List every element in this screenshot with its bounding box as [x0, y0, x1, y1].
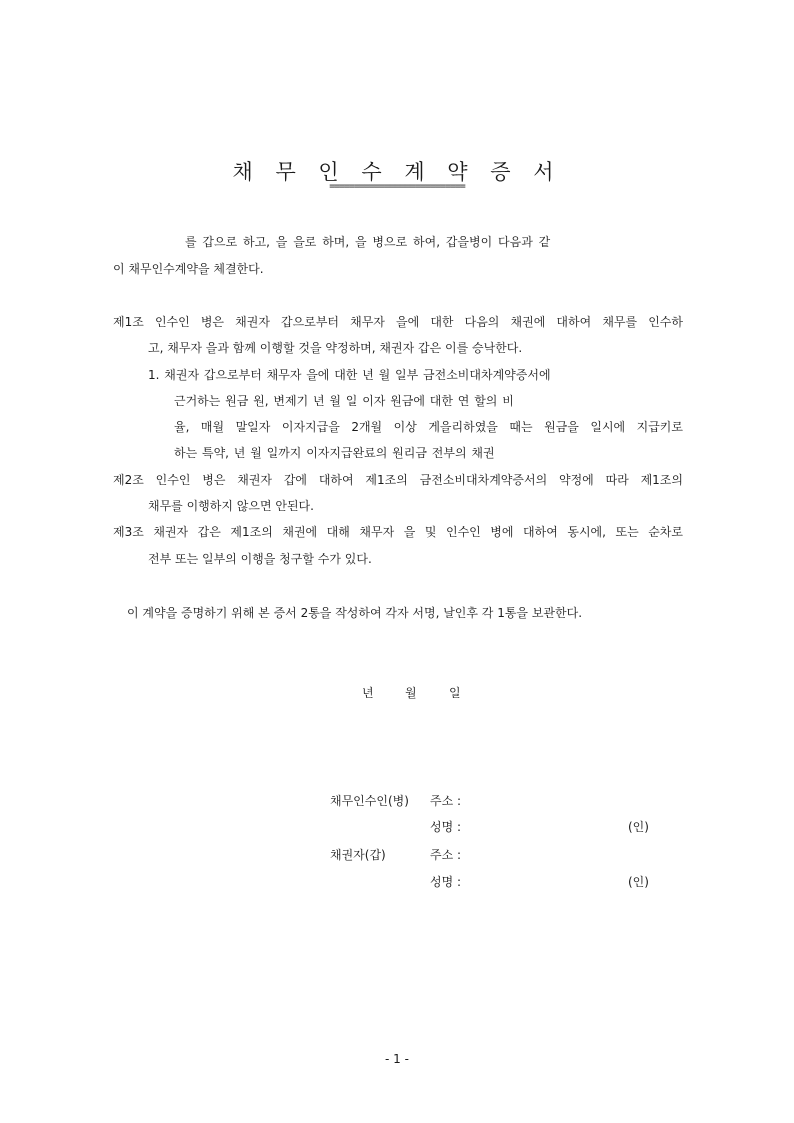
intro-line-1: 를 갑으로 하고, 을 을로 하며, 을 병으로 하여, 갑을병이 다음과 같	[185, 235, 551, 249]
signature-1-seal: (인)	[628, 820, 649, 834]
signature-party-2: 채권자(갑)	[330, 848, 386, 862]
intro-line-2: 이 채무인수계약을 체결한다.	[113, 262, 264, 276]
date-day: 일	[449, 686, 461, 700]
article-3-line-1: 제3조 채권자 갑은 제1조의 채권에 대해 채무자 을 및 인수인 병에 대하여 동시에, 또는 순차로	[113, 525, 683, 539]
article-2-line-2: 채무를 이행하지 않으면 안된다.	[148, 499, 314, 513]
signature-1-name-label: 성명 :	[430, 820, 462, 834]
signature-2-name-label: 성명 :	[430, 875, 462, 889]
article-3-line-2: 전부 또는 일부의 이행을 청구할 수가 있다.	[148, 552, 372, 566]
date-month: 월	[405, 686, 417, 700]
article-1-item-1-line-1: 1. 채권자 갑으로부터 채무자 을에 대한 년 월 일부 금전소비대차계약증서에	[148, 368, 551, 382]
article-1-item-1-line-2: 근거하는 원금 원, 변제기 년 월 일 이자 원금에 대한 연 할의 비	[174, 394, 514, 408]
page-number: - 1 -	[385, 1052, 409, 1066]
article-1-item-1-line-4: 하는 특약, 년 월 일까지 이자지급완료의 원리금 전부의 채권	[174, 446, 495, 460]
document-title: 채 무 인 수 계 약 증 서	[232, 160, 562, 184]
signature-party-1: 채무인수인(병)	[330, 794, 409, 808]
signature-1-address-label: 주소 :	[430, 794, 462, 808]
title-underline: ===========================	[329, 181, 465, 192]
signature-2-seal: (인)	[628, 875, 649, 889]
article-1-item-1-line-3: 율, 매월 말일자 이자지급을 2개월 이상 게을리하였을 때는 원금을 일시에 지급키로	[174, 420, 683, 434]
signature-2-address-label: 주소 :	[430, 848, 462, 862]
article-1-line-2: 고, 채무자 을과 함께 이행할 것을 약정하며, 채권자 갑은 이를 승낙한다.	[148, 341, 523, 355]
closing-statement: 이 계약을 증명하기 위해 본 증서 2통을 작성하여 각자 서명, 날인후 각 1통을 보관한다.	[127, 606, 583, 620]
date-year: 년	[362, 686, 374, 700]
article-1-line-1: 제1조 인수인 병은 채권자 갑으로부터 채무자 을에 대한 다음의 채권에 대하여 채무를 인수하	[113, 315, 683, 329]
article-2-line-1: 제2조 인수인 병은 채권자 갑에 대하여 제1조의 금전소비대차계약증서의 약정에 따라 제1조의	[113, 473, 683, 487]
